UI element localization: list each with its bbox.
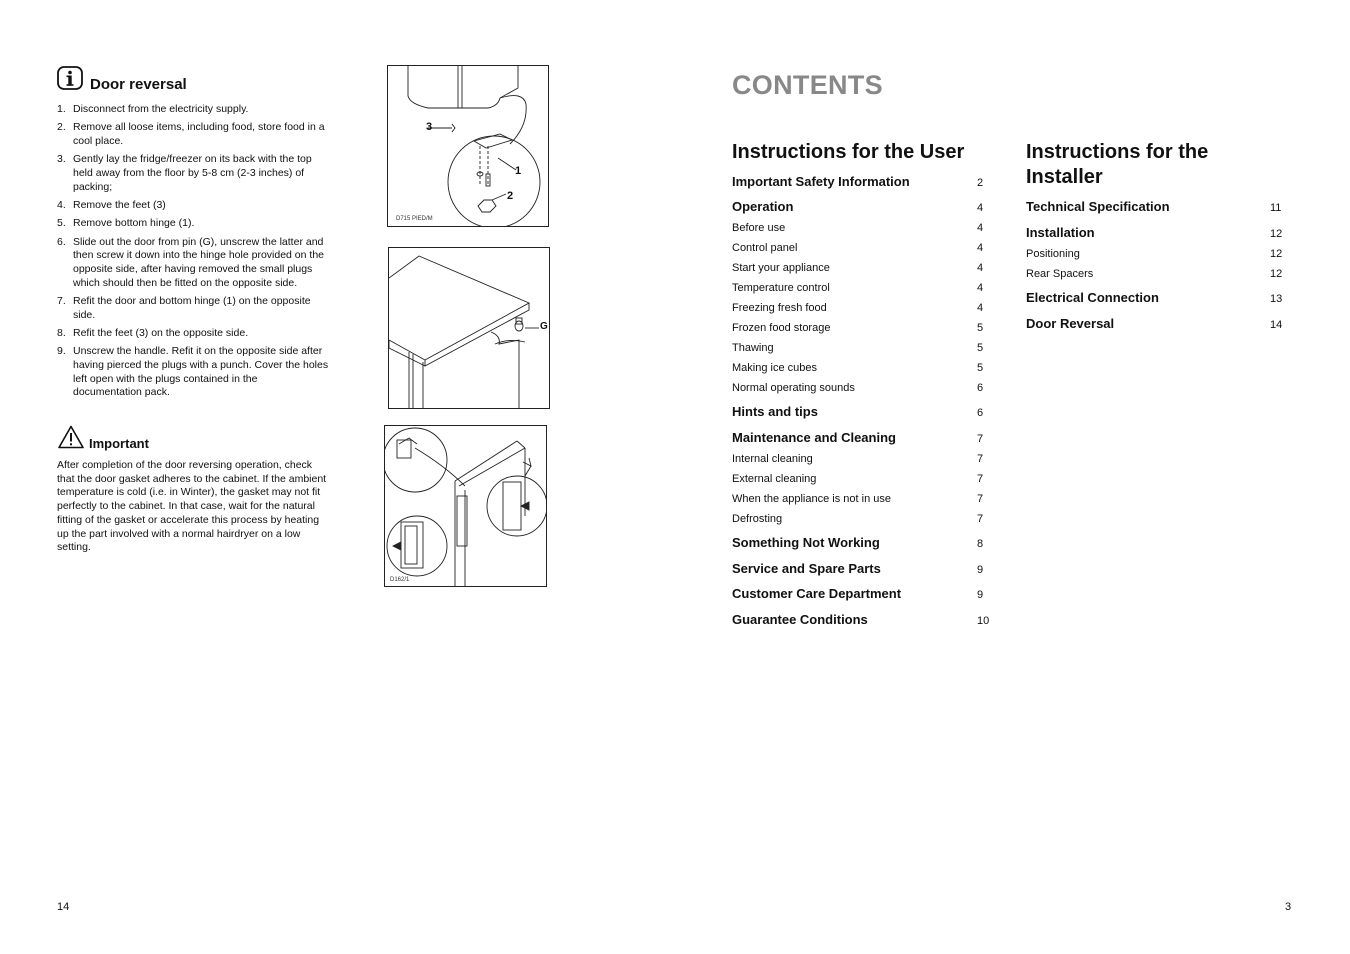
- installer-column-heading: Instructions for the Installer: [1026, 141, 1209, 188]
- toc-entry[interactable]: Guarantee Conditions 10: [732, 612, 990, 627]
- installer-toc-list: [1026, 199, 1286, 341]
- user-column-heading: Instructions for the User: [732, 141, 965, 163]
- toc-entry[interactable]: Important Safety Information 2: [732, 174, 984, 189]
- toc-entry[interactable]: Thawing 5: [732, 342, 984, 354]
- contents-title: CONTENTS: [732, 70, 883, 100]
- door-reversal-heading: Door reversal: [90, 76, 187, 93]
- toc-entry[interactable]: Freezing fresh food 4: [732, 302, 984, 314]
- toc-entry[interactable]: Positioning 12: [1026, 248, 1283, 260]
- toc-entry[interactable]: Hints and tips 6: [732, 404, 984, 419]
- gasket-illustration: [385, 426, 546, 586]
- callout-g: G: [540, 321, 548, 332]
- toc-entry[interactable]: Rear Spacers 12: [1026, 268, 1283, 280]
- toc-entry[interactable]: Maintenance and Cleaning 7: [732, 430, 984, 445]
- list-item: 9. Unscrew the handle. Refit it on the opposite side after having pierced the plugs with a punch. Cover the holes left open with the plugs contained in the documentation pack.: [57, 345, 329, 399]
- figure-code: D162/1: [390, 577, 410, 583]
- door-pin-figure: [388, 247, 550, 409]
- toc-entry[interactable]: Temperature control 4: [732, 282, 984, 294]
- toc-entry[interactable]: Operation 4: [732, 199, 984, 214]
- callout-1: 1: [515, 165, 522, 177]
- list-item: 8. Refit the feet (3) on the opposite side.: [57, 327, 249, 339]
- list-item: 4. Remove the feet (3): [57, 199, 166, 211]
- toc-entry[interactable]: External cleaning 7: [732, 473, 984, 485]
- list-item: 1. Disconnect from the electricity supply.: [57, 103, 249, 115]
- list-item: 7. Refit the door and bottom hinge (1) on the opposite side.: [57, 295, 311, 321]
- page-number-right: 3: [1285, 901, 1292, 913]
- toc-entry[interactable]: Normal operating sounds 6: [732, 382, 984, 394]
- toc-entry[interactable]: Technical Specification 11: [1026, 199, 1282, 214]
- toc-entry[interactable]: Service and Spare Parts 9: [732, 561, 984, 576]
- list-item: 3. Gently lay the fridge/freezer on its back with the top held away from the floor by 5-8 cm (2-3 inches) of packing;: [57, 153, 312, 193]
- list-item: 5. Remove bottom hinge (1).: [57, 217, 195, 230]
- callout-3: 3: [426, 121, 433, 133]
- info-icon: [57, 66, 83, 90]
- toc-entry[interactable]: Door Reversal 14: [1026, 316, 1283, 331]
- toc-entry[interactable]: Before use 4: [732, 222, 984, 234]
- toc-entry[interactable]: When the appliance is not in use 7: [732, 493, 984, 505]
- toc-entry[interactable]: Customer Care Department 9: [732, 586, 984, 601]
- list-item: 6. Slide out the door from pin (G), unscrew the latter and then screw it down into the hinge hole provided on the opposite side, after having removed the small plugs which should then be fitted on the opposite side.: [57, 235, 325, 289]
- figure-code: D715 PIED/M: [396, 216, 433, 222]
- page-number-left: 14: [57, 901, 70, 913]
- hinge-illustration: [388, 66, 548, 226]
- callout-2: 2: [507, 190, 514, 202]
- toc-entry[interactable]: Frozen food storage 5: [732, 322, 984, 334]
- door-reversal-steps: [57, 103, 329, 405]
- toc-entry[interactable]: Defrosting 7: [732, 513, 984, 525]
- list-item: 2. Remove all loose items, including food, store food in a cool place.: [57, 121, 325, 147]
- toc-entry[interactable]: Start your appliance 4: [732, 262, 984, 274]
- important-text: After completion of the door reversing operation, check that the door gasket adheres to the cabinet. If the ambient temperature is cold (i.e. in Winter), the gasket may not fit perfectly to the cabinet. In that case, wait for the natural fitting of the gasket or accelerate this process by heating up the part involved with a normal hairdryer on a low setting.: [57, 459, 327, 554]
- user-toc-list: [732, 174, 992, 637]
- toc-entry[interactable]: Internal cleaning 7: [732, 453, 984, 465]
- toc-entry[interactable]: Control panel 4: [732, 242, 984, 254]
- toc-entry[interactable]: Electrical Connection 13: [1026, 290, 1283, 305]
- warning-icon: [58, 425, 84, 449]
- door-gasket-figure: [384, 425, 547, 587]
- toc-entry[interactable]: Installation 12: [1026, 225, 1283, 240]
- hinge-figure: [387, 65, 549, 227]
- important-heading: Important: [89, 436, 149, 451]
- toc-entry[interactable]: Something Not Working 8: [732, 535, 984, 550]
- toc-entry[interactable]: Making ice cubes 5: [732, 362, 984, 374]
- cabinet-illustration: [389, 248, 549, 408]
